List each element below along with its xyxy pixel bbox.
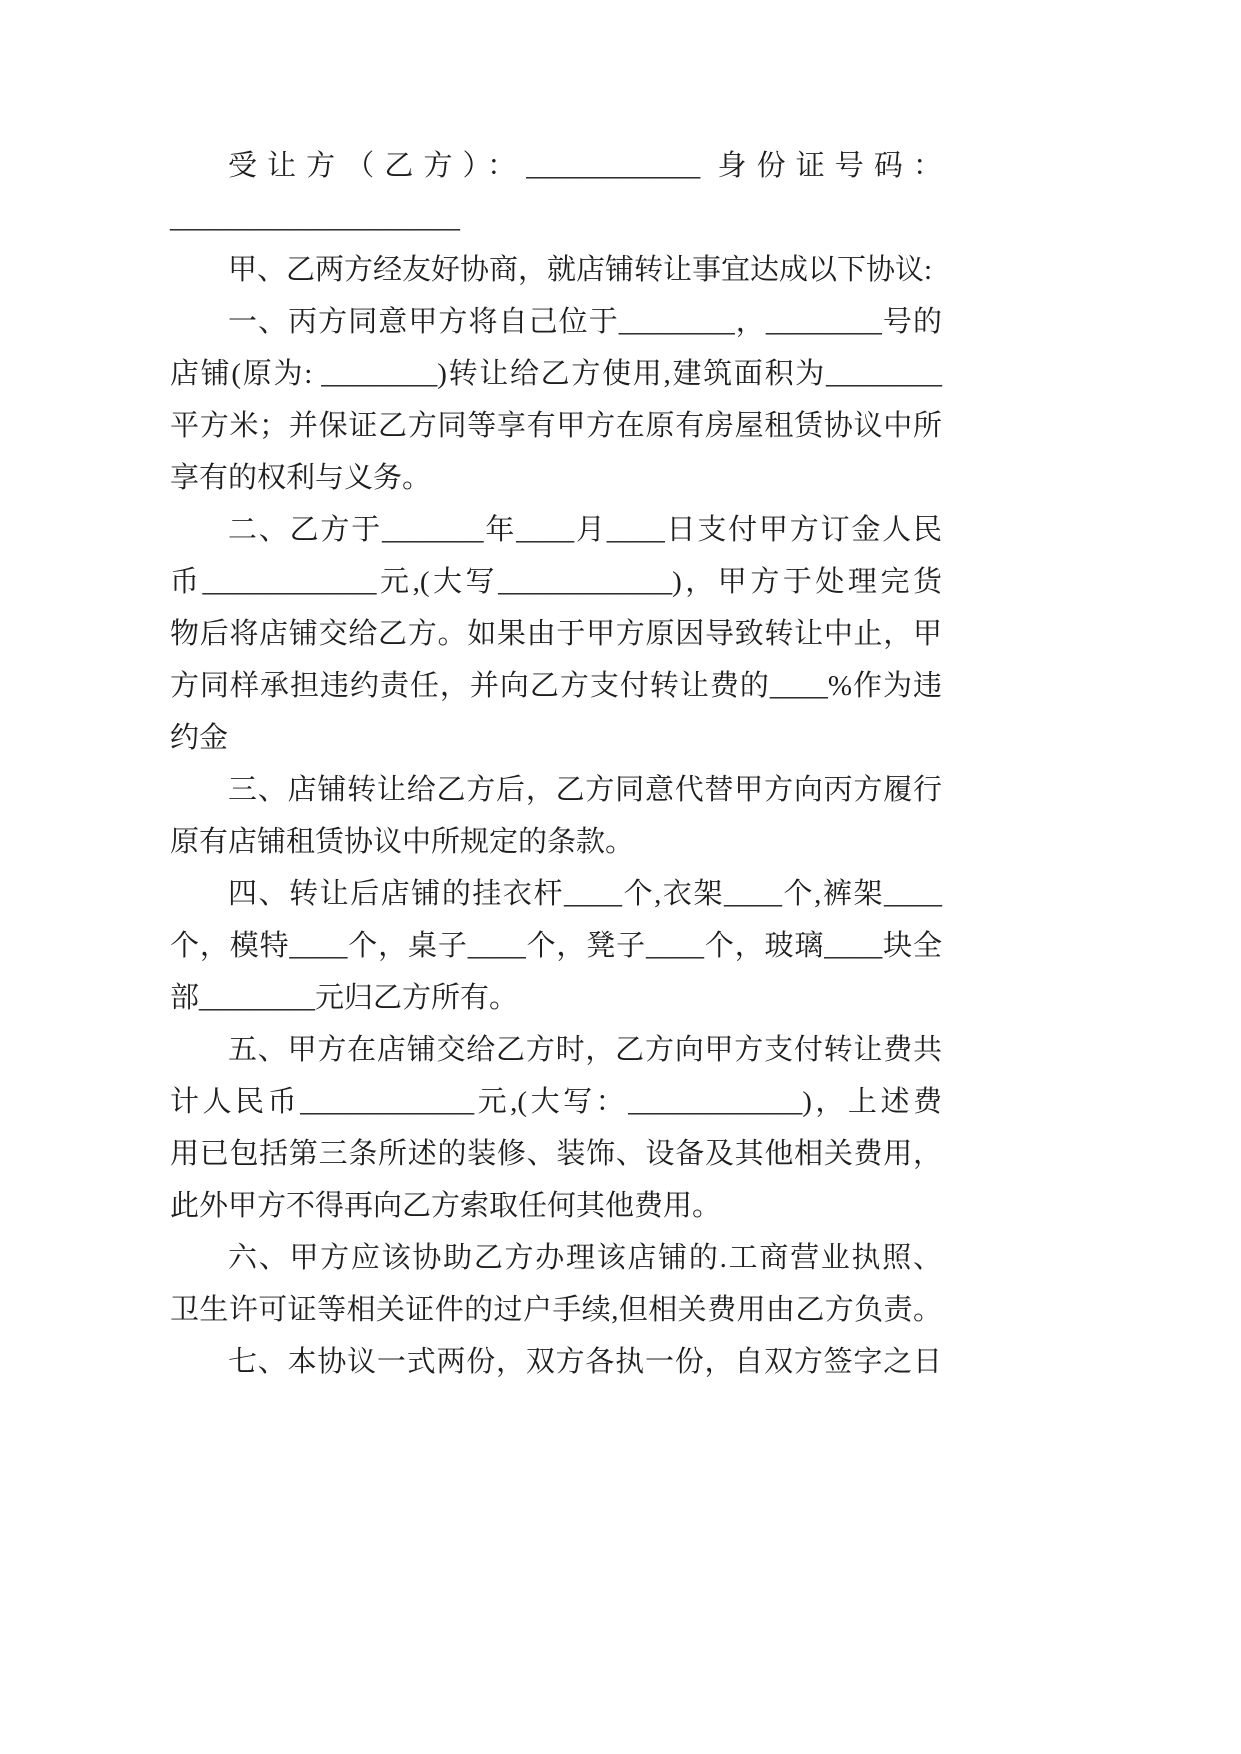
clause-5-paragraph — [170, 1024, 942, 1232]
transferee-line: 受让方（乙方）：____________ 身份证号码： — [228, 150, 942, 182]
clause-line: 计人民币____________元,(大写：____________)，上述费 — [170, 1086, 942, 1118]
clause-line: 原有店铺租赁协议中所规定的条款。 — [170, 826, 635, 858]
clause-3-paragraph — [170, 764, 942, 868]
clause-line: 六、甲方应该协助乙方办理该店铺的.工商营业执照、 — [228, 1242, 942, 1274]
clause-line: 此外甲方不得再向乙方索取任何其他费用。 — [170, 1190, 722, 1222]
clause-line: 用已包括第三条所述的装修、装饰、设备及其他相关费用， — [170, 1138, 942, 1170]
clause-line: 物后将店铺交给乙方。如果由于甲方原因导致转让中止，甲 — [170, 618, 942, 650]
clause-line: 平方米；并保证乙方同等享有甲方在原有房屋租赁协议中所 — [170, 410, 942, 442]
clause-line: 部________元归乙方所有。 — [170, 982, 519, 1014]
transferee-info-paragraph — [170, 140, 942, 244]
intro-paragraph — [170, 244, 942, 296]
clause-line: 币____________元,(大写____________)，甲方于处理完货 — [170, 566, 942, 598]
clause-line: 约金 — [170, 722, 229, 754]
clause-line: 七、本协议一式两份，双方各执一份，自双方签字之日 — [228, 1346, 942, 1378]
clause-line: 一、丙方同意甲方将自己位于________，________号的 — [228, 306, 942, 338]
clause-line: 方同样承担违约责任，并向乙方支付转让费的____%作为违 — [170, 670, 942, 702]
clause-4-paragraph — [170, 868, 942, 1024]
intro-line: 甲、乙两方经友好协商，就店铺转让事宜达成以下协议: — [228, 254, 933, 286]
clause-line: 三、店铺转让给乙方后，乙方同意代替甲方向丙方履行 — [228, 774, 942, 806]
clause-line: 卫生许可证等相关证件的过户手续,但相关费用由乙方负责。 — [170, 1294, 942, 1326]
clause-line: 四、转让后店铺的挂衣杆____个,衣架____个,裤架____ — [228, 878, 942, 910]
clause-line: 五、甲方在店铺交给乙方时，乙方向甲方支付转让费共 — [228, 1034, 942, 1066]
clause-7-paragraph — [170, 1336, 942, 1388]
clause-2-paragraph — [170, 504, 942, 764]
id-number-blank-line: ____________________ — [170, 202, 460, 234]
contract-body — [170, 140, 942, 1388]
clause-line: 店铺(原为: ________)转让给乙方使用,建筑面积为________ — [170, 358, 942, 390]
clause-line: 个，模特____个，桌子____个，凳子____个，玻璃____块全 — [170, 930, 942, 962]
clause-1-paragraph — [170, 296, 942, 504]
clause-line: 二、乙方于_______年____月____日支付甲方订金人民 — [228, 514, 942, 546]
clause-6-paragraph — [170, 1232, 942, 1336]
clause-line: 享有的权利与义务。 — [170, 462, 432, 494]
